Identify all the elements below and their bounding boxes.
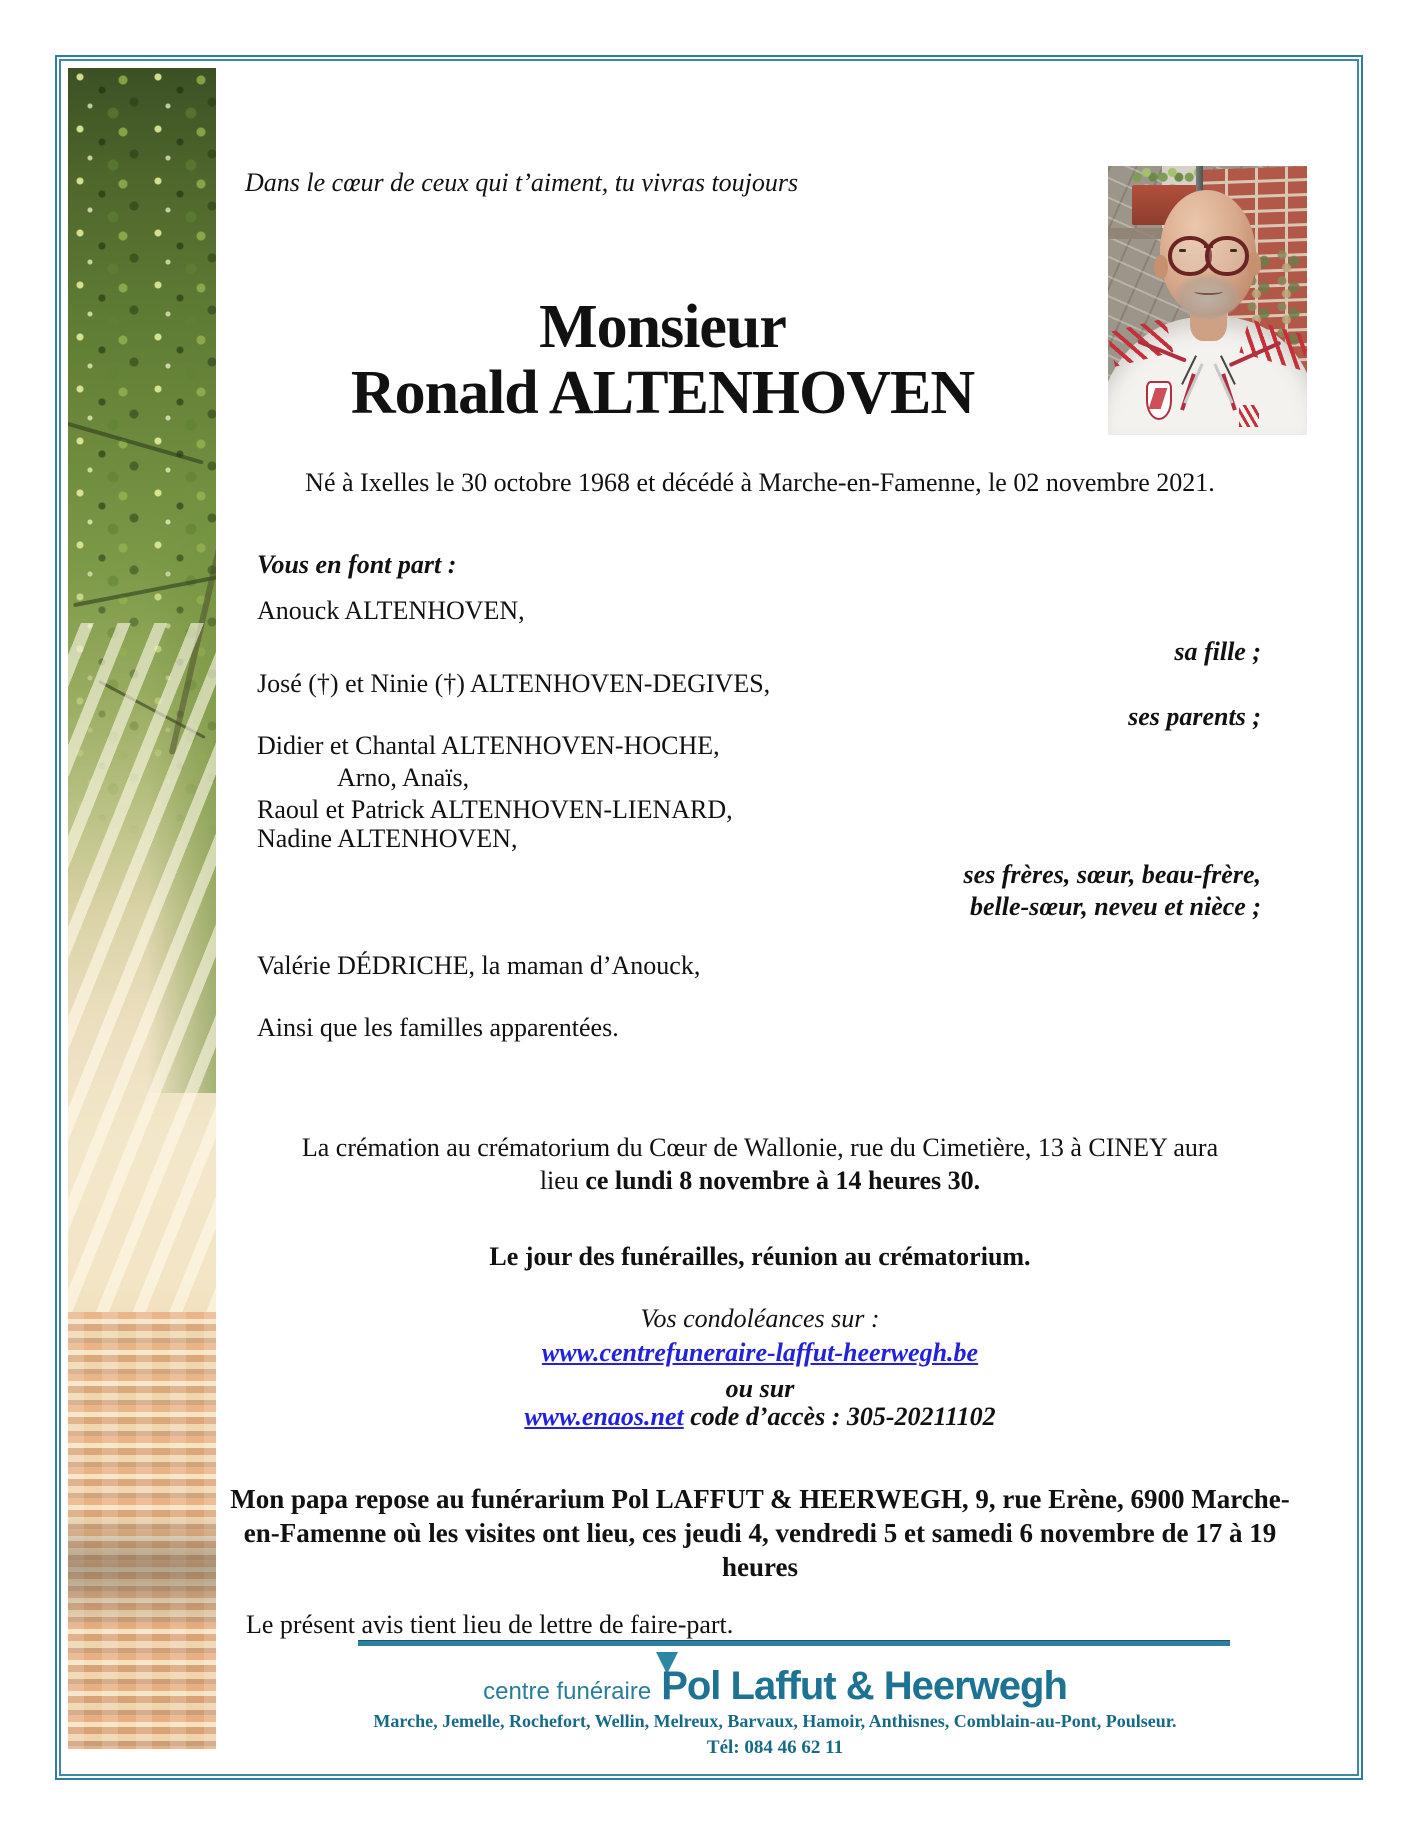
cremation-datetime: ce lundi 8 novembre à 14 heures 30.: [585, 1166, 981, 1195]
condolences-link2-row: [215, 1400, 1305, 1433]
memorial-quote: Dans le cœur de ceux qui t’aiment, tu vivras toujours: [245, 168, 799, 197]
family-relation: ses parents ;: [1128, 702, 1261, 731]
family-relation: sa fille ;: [1174, 637, 1261, 666]
condolences-link1-row: [215, 1336, 1305, 1369]
title-name: Ronald ALTENHOVEN: [350, 359, 975, 427]
family-member-name: Nadine ALTENHOVEN,: [257, 824, 518, 853]
family-member-name: Didier et Chantal ALTENHOVEN-HOCHE,: [257, 731, 720, 760]
brand-prefix: centre funéraire: [483, 1678, 652, 1705]
page-title: [215, 294, 1110, 426]
family-relation: belle-sœur, neveu et nièce ;: [970, 892, 1261, 921]
footer-phone: Tél: 084 46 62 11: [706, 1737, 844, 1758]
mother-line: Valérie DÉDRICHE, la maman d’Anouck,: [257, 951, 701, 980]
glasses-bridge: [1204, 245, 1214, 248]
family-member-name: José (†) et Ninie (†) ALTENHOVEN-DEGIVES,: [257, 669, 771, 698]
footer-separator-line: [358, 1640, 1230, 1646]
glasses-icon: [1168, 236, 1250, 268]
jersey-club-crest: [1146, 381, 1172, 420]
sun-rays: [68, 623, 216, 1329]
faire-part-notice: Le présent avis tient lieu de lettre de faire-part.: [246, 1610, 734, 1639]
condolences-link-enaos[interactable]: www.enaos.net: [524, 1402, 684, 1431]
family-member-name: Arno, Anaïs,: [337, 763, 470, 792]
access-code: code d’accès : 305-20211102: [683, 1402, 996, 1431]
brand-name: Pol Laffut & Heerwegh: [661, 1664, 1067, 1708]
cremation-line2-normal: lieu: [539, 1166, 586, 1195]
cremation-paragraph: [215, 1131, 1305, 1197]
title-salutation: Monsieur: [539, 293, 786, 361]
related-families-line: Ainsi que les familles apparentées.: [257, 1013, 619, 1042]
footer-locations: Marche, Jemelle, Rochefort, Wellin, Melreux, Barvaux, Hamoir, Anthisnes, Comblain-au-Pont, Poulseur.: [373, 1711, 1177, 1731]
family-member-name: Anouck ALTENHOVEN,: [257, 596, 525, 625]
portrait-photo: [1108, 166, 1307, 435]
funeral-day-line: Le jour des funérailles, réunion au crématorium.: [489, 1242, 1031, 1271]
condolences-link-centrefuneraire[interactable]: www.centrefuneraire-laffut-heerwegh.be: [541, 1338, 979, 1367]
jersey-brand-logo: [1239, 405, 1259, 427]
family-member-name: Raoul et Patrick ALTENHOVEN-LIENARD,: [257, 795, 733, 824]
forest-path-shadow: [68, 1514, 216, 1632]
visitation-paragraph: Mon papa repose au funérarium Pol LAFFUT & HEERWEGH, 9, rue Erène, 6900 Marche-en-Famenne où les visites ont lieu, ces jeudi 4, vendredi 5 et samedi 6 novembre de 17 à 19 heures: [230, 1484, 1290, 1582]
cremation-line2: [215, 1164, 1305, 1197]
photo-grey-goatee: [1174, 274, 1242, 320]
announcement-intro: Vous en font part :: [257, 550, 457, 579]
condolences-intro: Vos condoléances sur :: [640, 1304, 880, 1333]
cremation-line1: La crémation au crématorium du Cœur de Wallonie, rue du Cimetière, 13 à CINEY aura: [301, 1133, 1219, 1162]
condolences-or-label: ou sur: [725, 1374, 795, 1403]
family-relation: ses frères, sœur, beau-frère,: [963, 860, 1261, 889]
funeral-home-brand: [215, 1664, 1335, 1709]
birth-death-line: Né à Ixelles le 30 octobre 1968 et décédé à Marche-en-Famenne, le 02 novembre 2021.: [305, 468, 1215, 497]
forest-path-photo-strip: [68, 68, 216, 1749]
photo-ear: [1154, 255, 1168, 279]
glasses-right-lens: [1205, 236, 1249, 276]
